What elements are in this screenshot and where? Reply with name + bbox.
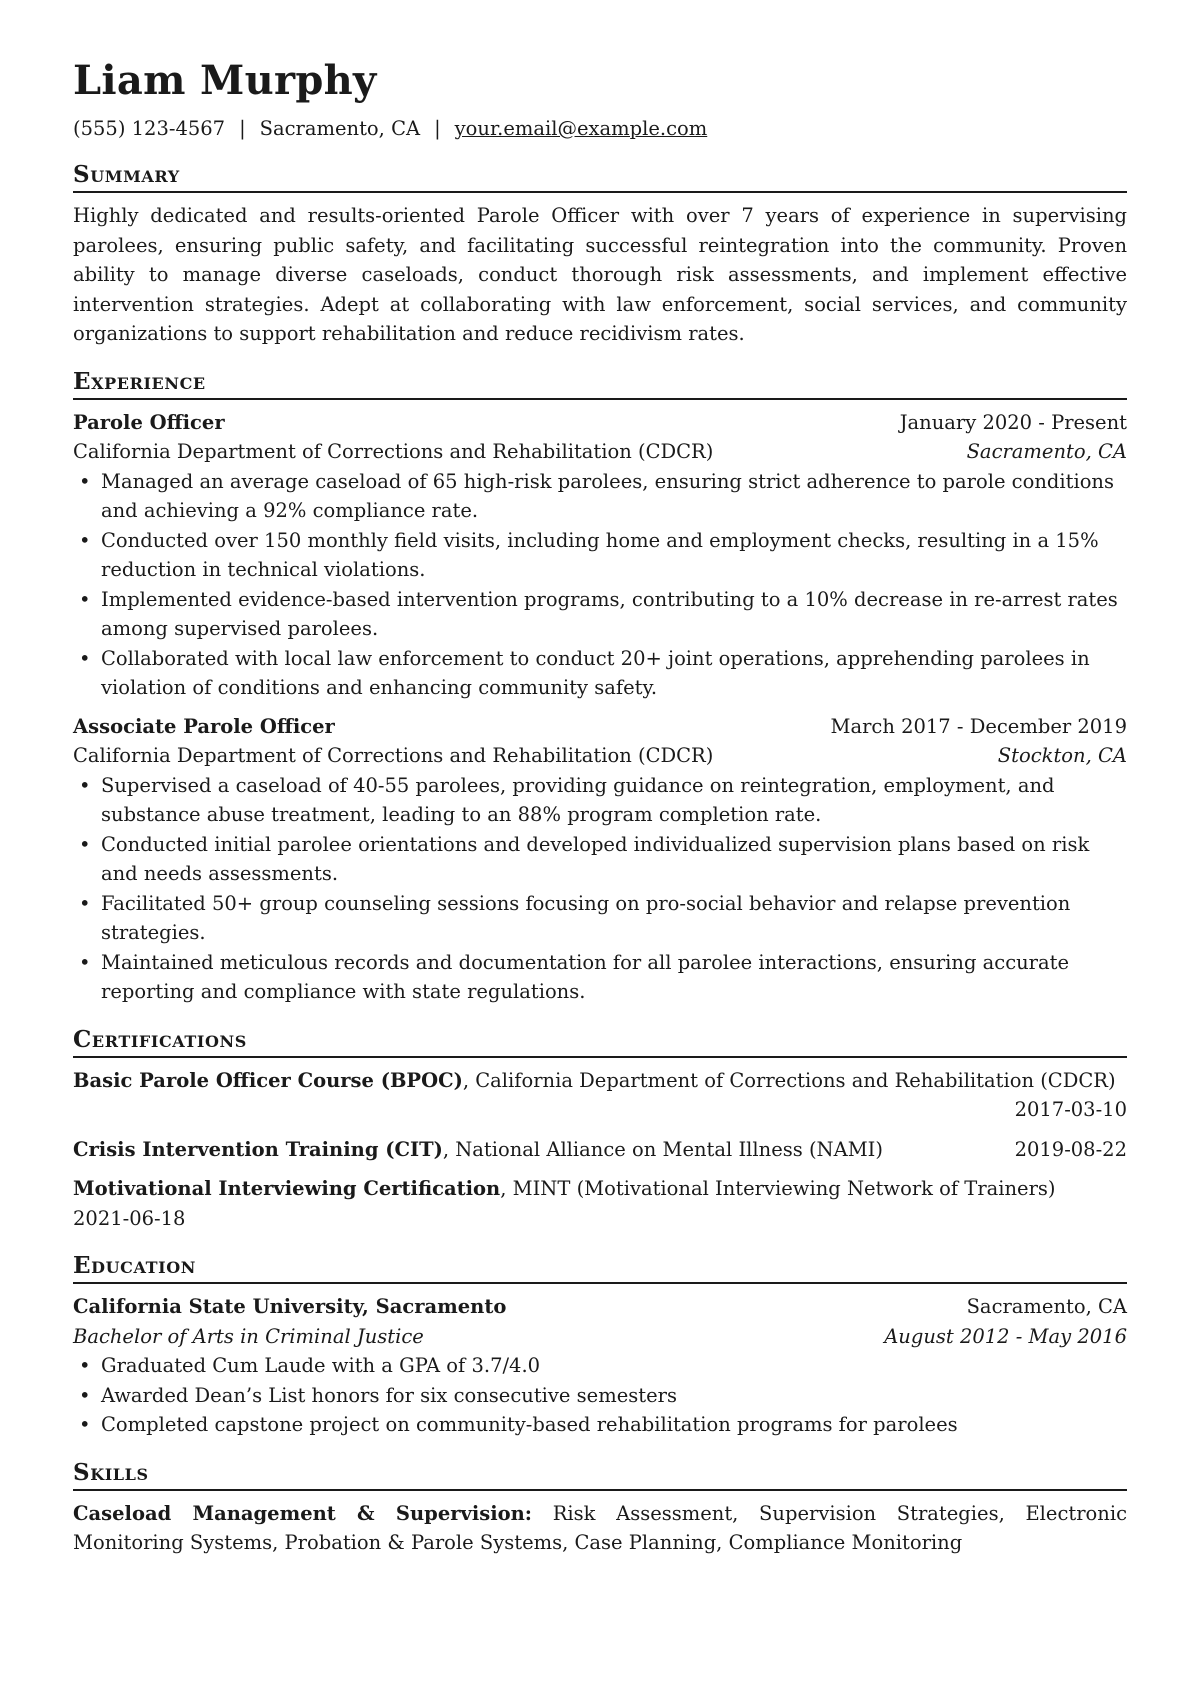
job-entry	[73, 712, 1127, 1007]
location: Sacramento, CA	[259, 117, 421, 140]
job-org: California Department of Corrections and Rehabilitation (CDCR)	[73, 744, 714, 767]
list-item: • Graduated Cum Laude with a GPA of 3.7/4.0	[101, 1351, 1127, 1381]
cert-date: 2021-06-18	[73, 1206, 186, 1230]
certification-entry	[73, 1135, 1127, 1165]
email-link[interactable]: your.email@example.com	[454, 117, 708, 140]
job-role: Associate Parole Officer	[73, 714, 335, 738]
job-entry	[73, 408, 1127, 703]
summary-heading: Summary	[73, 160, 1127, 193]
list-item: • Managed an average caseload of 65 high-risk parolees, ensuring strict adherence to parole conditions and achieving a 92% compliance rate.	[101, 467, 1127, 526]
certification-entry	[73, 1174, 1127, 1233]
experience-heading: Experience	[73, 367, 1127, 400]
resume-page	[73, 56, 1127, 1558]
education-heading: Education	[73, 1251, 1127, 1284]
separator: |	[239, 117, 246, 140]
list-item: • Facilitated 50+ group counseling sessions focusing on pro-social behavior and relapse prevention strategies.	[101, 889, 1127, 948]
list-item: • Supervised a caseload of 40-55 parolees, providing guidance on reintegration, employment, and substance abuse treatment, leading to an 88% program completion rate.	[101, 771, 1127, 830]
cert-name: Motivational Interviewing Certification	[73, 1177, 501, 1200]
job-location: Stockton, CA	[997, 744, 1127, 767]
cert-name: Basic Parole Officer Course (BPOC)	[73, 1068, 463, 1092]
cert-issuer: , California Department of Corrections and Rehabilitation (CDCR)	[462, 1068, 1116, 1092]
skills-heading: Skills	[73, 1458, 1127, 1491]
job-bullets	[73, 771, 1127, 1007]
school-name: California State University, Sacramento	[73, 1295, 507, 1318]
cert-date: 2017-03-10	[1014, 1098, 1127, 1121]
education-dates: August 2012 - May 2016	[884, 1324, 1127, 1348]
list-item: • Conducted over 150 monthly field visits, including home and employment checks, resulting in a 15% reduction in technical violations.	[101, 526, 1127, 585]
degree: Bachelor of Arts in Criminal Justice	[73, 1324, 424, 1348]
certification-entry	[73, 1066, 1127, 1125]
job-dates: January 2020 - Present	[899, 410, 1127, 434]
list-item: • Awarded Dean’s List honors for six consecutive semesters	[101, 1381, 1127, 1411]
contact-line	[73, 116, 1127, 142]
job-bullets	[73, 467, 1127, 703]
skills-label: Caseload Management & Supervision:	[73, 1501, 533, 1525]
job-role: Parole Officer	[73, 410, 225, 434]
skills-line	[73, 1499, 1127, 1558]
job-location: Sacramento, CA	[966, 440, 1127, 463]
list-item: • Completed capstone project on community-based rehabilitation programs for parolees	[101, 1410, 1127, 1440]
cert-date: 2019-08-22	[1014, 1137, 1127, 1161]
summary-text: Highly dedicated and results-oriented Parole Officer with over 7 years of experience in supervising parolees, ensuring public safety, and facilitating successful reintegration into the community. Proven ability to manage diverse caseloads, conduct thorough risk assessments, and implement effective intervention strategies. Adept at collaborating with law enforcement, social services, and community organizations to support rehabilitation and reduce recidivism rates.	[73, 204, 1127, 345]
candidate-name: Liam Murphy	[73, 57, 377, 104]
cert-issuer: , MINT (Motivational Interviewing Network of Trainers)	[500, 1177, 1056, 1200]
cert-name: Crisis Intervention Training (CIT)	[73, 1137, 443, 1161]
job-dates: March 2017 - December 2019	[830, 714, 1127, 738]
school-location: Sacramento, CA	[966, 1295, 1127, 1318]
phone: (555) 123-4567	[73, 117, 226, 140]
skills-text: Risk Assessment, Supervision Strategies, Electronic Monitoring Systems, Probation & Parole Systems, Case Planning, Compliance Monitoring	[73, 1501, 1127, 1554]
list-item: • Conducted initial parolee orientations and developed individualized supervision plans based on risk and needs assessments.	[101, 830, 1127, 889]
cert-issuer: , National Alliance on Mental Illness (NAMI)	[442, 1137, 883, 1161]
list-item: • Collaborated with local law enforcement to conduct 20+ joint operations, apprehending parolees in violation of conditions and enhancing community safety.	[101, 644, 1127, 703]
list-item: • Maintained meticulous records and documentation for all parolee interactions, ensuring accurate reporting and compliance with state regulations.	[101, 948, 1127, 1007]
education-bullets	[73, 1351, 1127, 1440]
certifications-heading: Certifications	[73, 1025, 1127, 1058]
job-org: California Department of Corrections and Rehabilitation (CDCR)	[73, 440, 714, 463]
separator: |	[434, 117, 441, 140]
list-item: • Implemented evidence-based intervention programs, contributing to a 10% decrease in re-arrest rates among supervised parolees.	[101, 585, 1127, 644]
